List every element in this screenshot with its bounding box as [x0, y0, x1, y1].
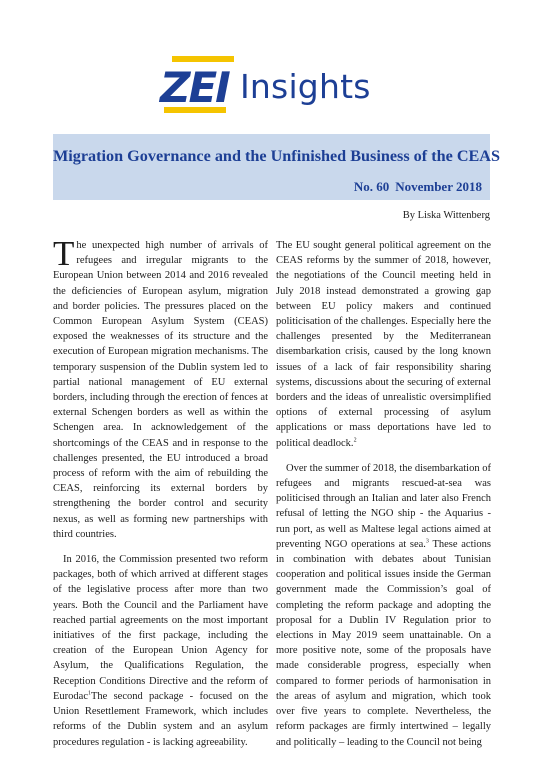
zei-logo-mark: [158, 54, 238, 116]
title-banner: [53, 134, 500, 200]
paragraph: [276, 238, 491, 451]
paragraph-text: Over the summer of 2018, the disembarkation of refugees and migrants rescued-at-sea was politicised through an Italian and later also French refusal of letting the NGO ship - the Aquarius - run port, as well as Maltese legal actions aimed at preventing NGO operations at sea.: [276, 462, 491, 550]
paragraph-text: The EU sought general political agreement on the CEAS reforms by the summer of 2018, however, the negotiations of the Council meeting held in July 2018 instead demonstrated a growing gap between EU policy makers and continued politicisation of the challenges. Especially here the challenges presented by the Mediterranean disembarkation crisis, caused by the long known issues of a lack of fair responsibility sharing systems, discussions about the securing of external borders and the ideas of unrealistic oversimplified options of external processing of asylum applications or mass deportations have led to political deadlock.: [276, 240, 491, 449]
issue-number: No. 60: [353, 179, 390, 194]
series-name: Insights: [240, 67, 371, 106]
zei-logo-text: ZEI: [160, 63, 229, 112]
footnote-ref[interactable]: 1: [87, 690, 91, 697]
right-column: [276, 238, 491, 750]
paragraph-text: These actions in combination with debates about Tunisian cooperation and political issues inside the German government made the Commission’s goal of completing the reform package and adopting the proposal for a Dublin IV Regulation prior to elections in May 2019 seem unattainable. On a more positive note, some of the proposals have made considerable progress, especially when compared to former periods of harmonisation in the areas of asylum and migration, which took over five years to complete. Nevertheless, the reform packages are firmly intertwined – legally and politically – leading to the Council not being: [276, 538, 492, 748]
left-column: [53, 234, 268, 750]
paragraph-text: In 2016, the Commission presented two reform packages, both of which arrived at different stages of the legislative process after more than two years. Both the Council and the Parliament have reached partial agreements on the most important initiatives of the first package, including the creation of the European Union Agency for Asylum, the Qualifications Regulation, the Reception Conditions Directive and the reform of Eurodac: [53, 554, 268, 702]
report-title: Migration Governance and the Unfinished Business of the CEAS: [53, 147, 500, 165]
drop-cap: T: [53, 234, 75, 273]
paragraph: [53, 552, 268, 750]
paragraph: [53, 234, 268, 542]
author-byline: By Liska Wittenberg: [402, 210, 490, 221]
issue-info: [354, 179, 482, 195]
footnote-ref[interactable]: 3: [425, 538, 429, 545]
footnote-ref[interactable]: 2: [353, 437, 357, 444]
paragraph-text: he unexpected high number of arrivals of refugees and irregular migrants to the European Union between 2014 and 2016 revealed the deficiencies of European asylum, migration and border policies. The pressures placed on the Common European Asylum System (CEAS) exposed the weaknesses of its structure and the execution of European migration mechanisms. The temporary suspension of the Dublin system led to partial national management of EU external borders, including through the erection of fences at external Schengen borders as well as within the Schengen area. In acknowledgement of the shortcomings of the CEAS and in response to the challenges presented, the EU introduced a broad process of reform with the aim of rebuilding the CEAS, reinforcing its external borders by strengthening the border control and security nexus, as well as forming new partnerships with third countries.: [53, 240, 268, 540]
paragraph: [276, 461, 491, 750]
issue-date: November 2018: [395, 179, 482, 194]
zei-insights-logo: [158, 54, 378, 114]
paragraph-text: The second package - focused on the Union Resettlement Framework, which includes reforms of the Dublin system and an asylum procedures regulation - is lacking agreeability.: [53, 690, 268, 748]
